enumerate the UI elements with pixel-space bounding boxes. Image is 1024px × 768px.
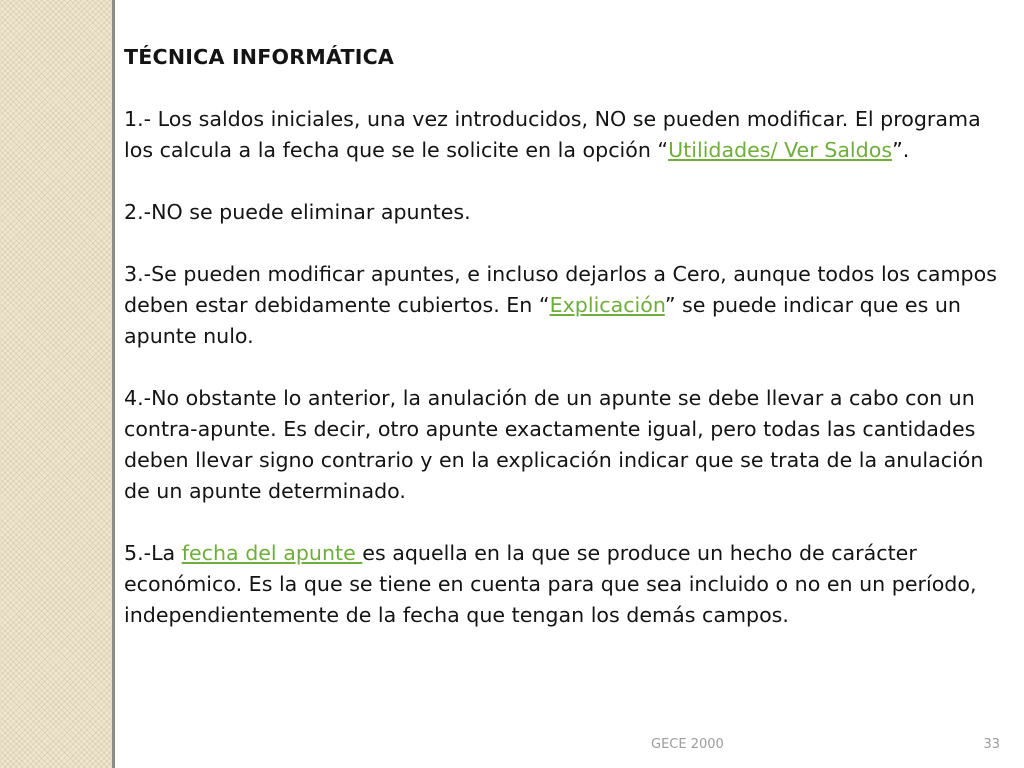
paragraph-4-text: 4.-No obstante lo anterior, la anulación de un apunte se debe llevar a cabo con un contra-apunte. Es decir, otro apunte exactamente igual, pero todas las cantidades deben llevar signo contrario y en la explicación indicar que se trata de la anulación de un apunte determinado. bbox=[124, 386, 984, 503]
page-number: 33 bbox=[983, 737, 1000, 752]
paragraph-1-text: 1.- Los saldos iniciales, una vez introducidos, NO se pueden modificar. El programa los calcula a la fecha que se le solicite en la opción “ bbox=[124, 107, 981, 162]
paragraph-5-text-end: es aquella en la que se produce un hecho de carácter económico. Es la que se tiene en cuenta para que sea incluido o no en un período, independientemente de la fecha que tengan los demás campos. bbox=[124, 541, 977, 627]
paragraph-1 bbox=[124, 104, 1012, 166]
link-explicacion[interactable]: Explicación bbox=[549, 293, 665, 317]
link-utilidades-ver-saldos[interactable]: Utilidades/ Ver Saldos bbox=[668, 138, 893, 162]
slide-content bbox=[124, 42, 1012, 662]
paragraph-3-text-end: ” se puede indicar que es un apunte nulo. bbox=[124, 293, 961, 348]
paragraph-2 bbox=[124, 197, 1012, 228]
link-fecha-del-apunte[interactable]: fecha del apunte bbox=[181, 541, 363, 565]
decorative-side-band bbox=[0, 0, 112, 768]
paragraph-1-text-end: ”. bbox=[892, 138, 910, 162]
paragraph-5-text: 5.-La bbox=[124, 541, 182, 565]
paragraph-2-text: 2.-NO se puede eliminar apuntes. bbox=[124, 200, 471, 224]
paragraph-5 bbox=[124, 538, 1012, 631]
paragraph-4 bbox=[124, 383, 1012, 507]
footer-label: GECE 2000 bbox=[651, 737, 724, 752]
slide-title: TÉCNICA INFORMÁTICA bbox=[124, 45, 395, 69]
paragraph-3-text: 3.-Se pueden modificar apuntes, e incluso dejarlos a Cero, aunque todos los campos deben estar debidamente cubiertos. En “ bbox=[124, 262, 997, 317]
side-divider-line bbox=[112, 0, 115, 768]
paragraph-3 bbox=[124, 259, 1012, 352]
